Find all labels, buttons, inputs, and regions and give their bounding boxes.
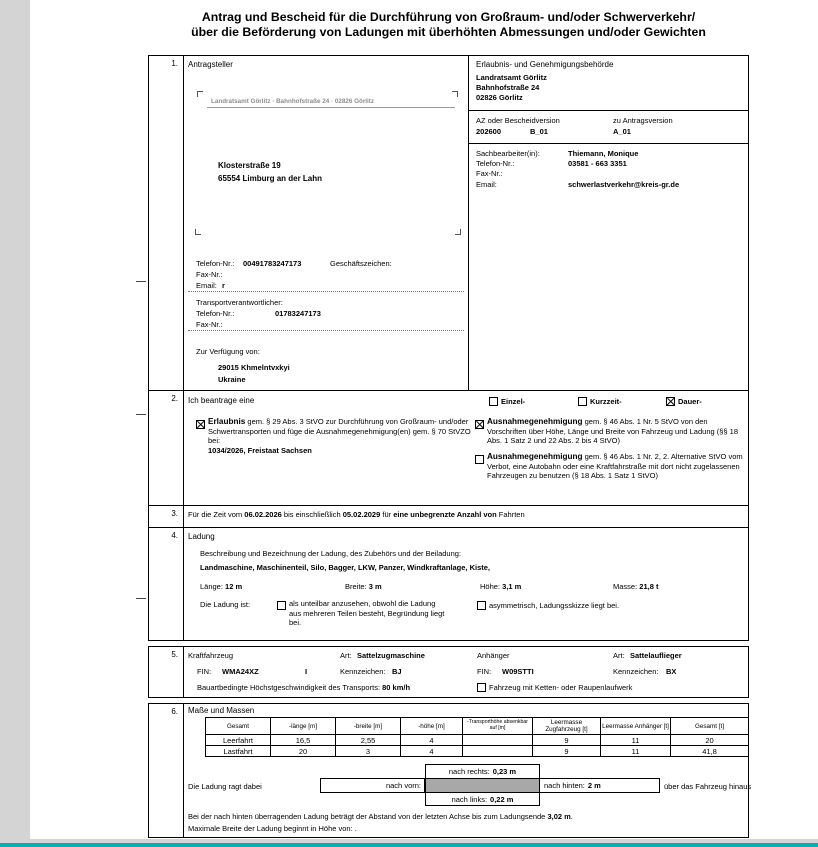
anhaenger-art-value: Sattelauflieger [630, 651, 682, 660]
transport-phone-label: Telefon-Nr.: [196, 309, 235, 318]
dimensions-table [205, 717, 749, 757]
ausnahme2-body: gem. § 46 Abs. 1 Nr. 2, 2. Alternative StVO vom Verbot, eine Autobahn oder eine Kraftfahrstraße mit dort nicht zugelassenen Fahrzeugen zu benutzen (§ 18 Abs. 1 Satz 1 StVO) [487, 452, 743, 480]
speed-value: 80 km/h [382, 683, 411, 692]
applicant-heading: Antragsteller [188, 60, 233, 69]
overhang-front-label: nach vorn: [385, 781, 421, 790]
table-header-cell: -Transporthöhe absenkbar auf [m] [463, 718, 533, 735]
unteilbar-text: als unteilbar anzusehen, obwohl die Ladung aus mehreren Teilen besteht, Begründung liegt bei. [289, 599, 445, 627]
authority-divider [469, 110, 749, 111]
transport-fax-label: Fax-Nr.: [196, 320, 223, 329]
kfz-fin-label: FIN: [197, 667, 212, 676]
applicant-fax-label: Fax-Nr.: [196, 270, 223, 279]
kettenlaufwerk-label: Fahrzeug mit Ketten- oder Raupenlaufwerk [489, 683, 633, 692]
table-cell: 9 [533, 735, 601, 746]
abstand-period: . [570, 812, 573, 821]
overhang-rear-cell [539, 778, 660, 793]
overhang-front-cell [320, 778, 425, 793]
ausnahmegenehmigung-1-text [487, 417, 749, 446]
verfuegung-country: Ukraine [218, 375, 246, 384]
table-header-cell: -länge [m] [271, 718, 336, 735]
erlaubnis-body: gem. § 29 Abs. 3 StVO zur Durchführung von Großraum- und/oder Schwertransporten und füge die Ausnahmegenehmigung(en) gem. § 70 StVZO bei: [208, 417, 471, 445]
kfz-art-value: Sattelzugmaschine [357, 651, 425, 660]
checkbox-einzel[interactable] [489, 397, 498, 406]
overhang-rear-value: 2 m [587, 781, 601, 790]
applicant-email-value: r [222, 281, 225, 290]
ausnahmegenehmigung-2-text [487, 452, 749, 481]
label-einzel: Einzel- [501, 397, 526, 406]
section-6-number: 6. [171, 707, 178, 716]
transport-phone-value: 01783247173 [275, 309, 321, 318]
overhang-left-value: 0,22 m [490, 794, 514, 804]
validity-t1: Für die Zeit vom [188, 510, 243, 519]
sender-line: Landratsamt Görlitz · Bahnhofstraße 24 · 02826 Görlitz [211, 98, 375, 105]
table-cell: 11 [601, 735, 671, 746]
overhang-right-value: 0,23 m [492, 767, 517, 776]
dotted-divider [188, 291, 464, 292]
breite-field [345, 582, 382, 591]
ausnahme1-body: gem. § 46 Abs. 1 Nr. 5 StVO von den Vorschriften über Höhe, Länge und Breite von Fahrzeug und Ladung (§§ 18 Abs. 1 Satz 2 und 22 Abs. 2 bis 4 StVO) [487, 417, 739, 445]
anhaenger-fin-label: FIN: [477, 667, 492, 676]
trip-count: eine unbegrenzte Anzahl von [393, 510, 497, 519]
ausnahme2-lead: Ausnahmegenehmigung [487, 452, 583, 461]
table-header-cell: -höhe [m] [401, 718, 463, 735]
section-divider [148, 505, 749, 506]
applicant-street: Klosterstraße 19 [218, 161, 281, 170]
section-1-number: 1. [171, 59, 178, 68]
breite-value: 3 m [368, 582, 382, 591]
number-column-divider [183, 646, 184, 698]
abstand-text: Bei der nach hinten überragenden Ladung beträgt der Abstand von der letzten Achse bis zum Ladungsende [188, 812, 546, 821]
geschaeftszeichen-label: Geschäftszeichen: [330, 259, 392, 268]
authority-divider [469, 143, 749, 144]
checkbox-dauer[interactable] [666, 397, 675, 406]
verfuegung-heading: Zur Verfügung von: [196, 347, 260, 356]
fold-mark [136, 414, 146, 415]
address-window-mark-br [455, 229, 461, 235]
anhaenger-fin-value: W09STTI [502, 667, 534, 676]
checkbox-asymmetrisch[interactable] [477, 601, 486, 610]
form-title [148, 10, 749, 40]
checkbox-ausnahmegenehmigung-1[interactable] [475, 420, 484, 429]
kfz-art-label: Art: [340, 651, 352, 660]
erlaubnis-lead: Erlaubnis [208, 417, 246, 426]
table-cell: 20 [671, 735, 749, 746]
table-cell: 4 [401, 735, 463, 746]
label-dauer: Dauer- [678, 397, 702, 406]
hoehe-label: Höhe: [480, 582, 501, 591]
transport-manager-heading: Transportverantwortlicher: [196, 298, 283, 307]
table-header-cell: Gesamt [206, 718, 271, 735]
section-3-number: 3. [171, 509, 178, 518]
date-to: 05.02.2029 [342, 510, 381, 519]
section-divider [148, 527, 749, 528]
az-label: AZ oder Bescheidversion [476, 116, 560, 125]
fold-mark [136, 281, 146, 282]
masse-value: 21,8 t [639, 582, 659, 591]
address-window-mark-bl [195, 229, 201, 235]
form-title-line1: Antrag und Bescheid für die Durchführung von Großraum- und/oder Schwerverkehr/ [201, 10, 696, 24]
laenge-value: 12 m [225, 582, 243, 591]
ladung-desc-value: Landmaschine, Maschinenteil, Silo, Bagger, LKW, Panzer, Windkraftanlage, Kiste, [200, 563, 491, 572]
table-cell: 4 [401, 746, 463, 757]
overhang-rear-label: nach hinten: [544, 781, 585, 790]
checkbox-unteilbar[interactable] [277, 601, 286, 610]
table-header-cell: Leermasse Zugfahrzeug [t] [533, 718, 601, 735]
table-cell: 3 [336, 746, 401, 757]
kfz-kennzeichen-value: BJ [392, 667, 402, 676]
overhang-suffix-label: über das Fahrzeug hinaus [664, 782, 752, 791]
masse-heading: Maße und Massen [188, 706, 255, 715]
clerk-label: Sachbearbeiter(in): [476, 149, 540, 158]
validity-t2: bis einschließlich [283, 510, 341, 519]
antragsversion-label: zu Antragsversion [613, 116, 673, 125]
authority-phone-label: Telefon-Nr.: [476, 159, 515, 168]
erlaubnis-text [208, 417, 476, 455]
anhaenger-kennzeichen-value: BX [666, 667, 677, 676]
checkbox-ausnahmegenehmigung-2[interactable] [475, 455, 484, 464]
dotted-divider [188, 330, 464, 331]
checkbox-kurzzeit[interactable] [578, 397, 587, 406]
kfz-fin-value-2: I [305, 667, 308, 676]
overhang-right-label: nach rechts: [448, 767, 490, 776]
fold-mark [136, 598, 146, 599]
az-number: 202600 [476, 127, 502, 136]
overhang-left-label: nach links: [451, 794, 488, 804]
kfz-kennzeichen-label: Kennzeichen: [340, 667, 386, 676]
erlaubnis-value: 1034/2026, Freistaat Sachsen [208, 445, 312, 455]
table-cell: 20 [271, 746, 336, 757]
table-cell: 11 [601, 746, 671, 757]
section1-column-divider [468, 55, 469, 390]
authority-heading: Erlaubnis- und Genehmigungsbehörde [476, 60, 614, 69]
table-row-label: Leerfahrt [206, 735, 271, 746]
number-column-divider [183, 55, 184, 641]
antrag-version: A_01 [613, 127, 631, 136]
authority-email-label: Email: [476, 180, 497, 189]
hoehe-field [480, 582, 521, 591]
kraftfahrzeug-heading: Kraftfahrzeug [188, 651, 234, 660]
anhaenger-heading: Anhänger [477, 651, 510, 660]
authority-street: Bahnhofstraße 24 [476, 83, 540, 92]
validity-t4: Fahrten [498, 510, 525, 519]
authority-name: Landratsamt Görlitz [476, 73, 547, 82]
date-from: 06.02.2026 [244, 510, 282, 519]
overhang-right-cell [425, 764, 540, 779]
table-row-label: Lastfahrt [206, 746, 271, 757]
ladung-ist-label: Die Ladung ist: [200, 600, 251, 609]
masse-field [613, 582, 658, 591]
overhang-left-cell [425, 792, 540, 806]
address-window-mark-tl [197, 91, 203, 97]
breite-label: Breite: [345, 582, 367, 591]
table-cell: 9 [533, 746, 601, 757]
table-cell: 16,5 [271, 735, 336, 746]
table-header-cell: -breite [m] [336, 718, 401, 735]
abstand-value: 3,02 m [547, 812, 571, 821]
number-column-divider [183, 703, 184, 838]
laenge-label: Länge: [200, 582, 223, 591]
sender-underline [207, 107, 455, 108]
authority-fax-label: Fax-Nr.: [476, 169, 503, 178]
ladung-desc-label: Beschreibung und Bezeichnung der Ladung, des Zubehörs und der Beiladung: [200, 549, 462, 558]
checkbox-kettenlaufwerk[interactable] [477, 683, 486, 692]
bescheid-version: B_01 [530, 127, 548, 136]
form-title-line2: über die Beförderung von Ladungen mit überhöhten Abmessungen und/oder Gewichten [191, 25, 706, 39]
section-5-number: 5. [171, 650, 178, 659]
table-cell [463, 735, 533, 746]
section-2-number: 2. [171, 394, 178, 403]
overhang-intro-label: Die Ladung ragt dabei [188, 782, 262, 791]
validity-t3: für [382, 510, 392, 519]
laenge-field [200, 582, 242, 591]
section-4-number: 4. [171, 531, 178, 540]
applicant-email-label: Email: [196, 281, 217, 290]
masse-label: Masse: [613, 582, 638, 591]
authority-city: 02826 Görlitz [476, 93, 523, 102]
validity-period-line [188, 510, 525, 519]
table-header-cell: Leermasse Anhänger [t] [601, 718, 671, 735]
section2-heading: Ich beantrage eine [188, 396, 255, 405]
label-kurzzeit: Kurzzeit- [590, 397, 622, 406]
hoehe-value: 3,1 m [502, 582, 522, 591]
section-divider [148, 390, 749, 391]
applicant-phone-label: Telefon-Nr.: [196, 259, 235, 268]
ladung-heading: Ladung [188, 532, 215, 541]
speed-field [197, 683, 410, 692]
applicant-phone-value: 00491783247173 [243, 259, 302, 268]
vehicle-outline-rect [425, 778, 540, 793]
rear-overhang-distance-line [188, 812, 573, 821]
table-cell: 41,8 [671, 746, 749, 757]
asymmetrisch-text: asymmetrisch, Ladungsskizze liegt bei. [489, 601, 620, 610]
applicant-city: 65554 Limburg an der Lahn [218, 174, 323, 183]
speed-label: Bauartbedingte Höchstgeschwindigkeit des Transports: [197, 683, 381, 692]
clerk-name: Thiemann, Monique [568, 149, 639, 158]
authority-email-value: schwerlastverkehr@kreis-gr.de [568, 180, 680, 189]
address-window-mark-tr [452, 91, 458, 97]
ausnahme1-lead: Ausnahmegenehmigung [487, 417, 583, 426]
kfz-fin-value: WMA24XZ [222, 667, 259, 676]
table-cell [463, 746, 533, 757]
table-cell: 2,55 [336, 735, 401, 746]
anhaenger-kennzeichen-label: Kennzeichen: [613, 667, 659, 676]
table-header-cell: Gesamt [t] [671, 718, 749, 735]
verfuegung-city: 29015 Khmelntvxkyi [218, 363, 290, 372]
anhaenger-art-label: Art: [613, 651, 625, 660]
max-width-line: Maximale Breite der Ladung beginnt in Höhe von: . [188, 824, 357, 833]
authority-phone-value: 03581 - 663 3351 [568, 159, 627, 168]
checkbox-erlaubnis[interactable] [196, 420, 205, 429]
